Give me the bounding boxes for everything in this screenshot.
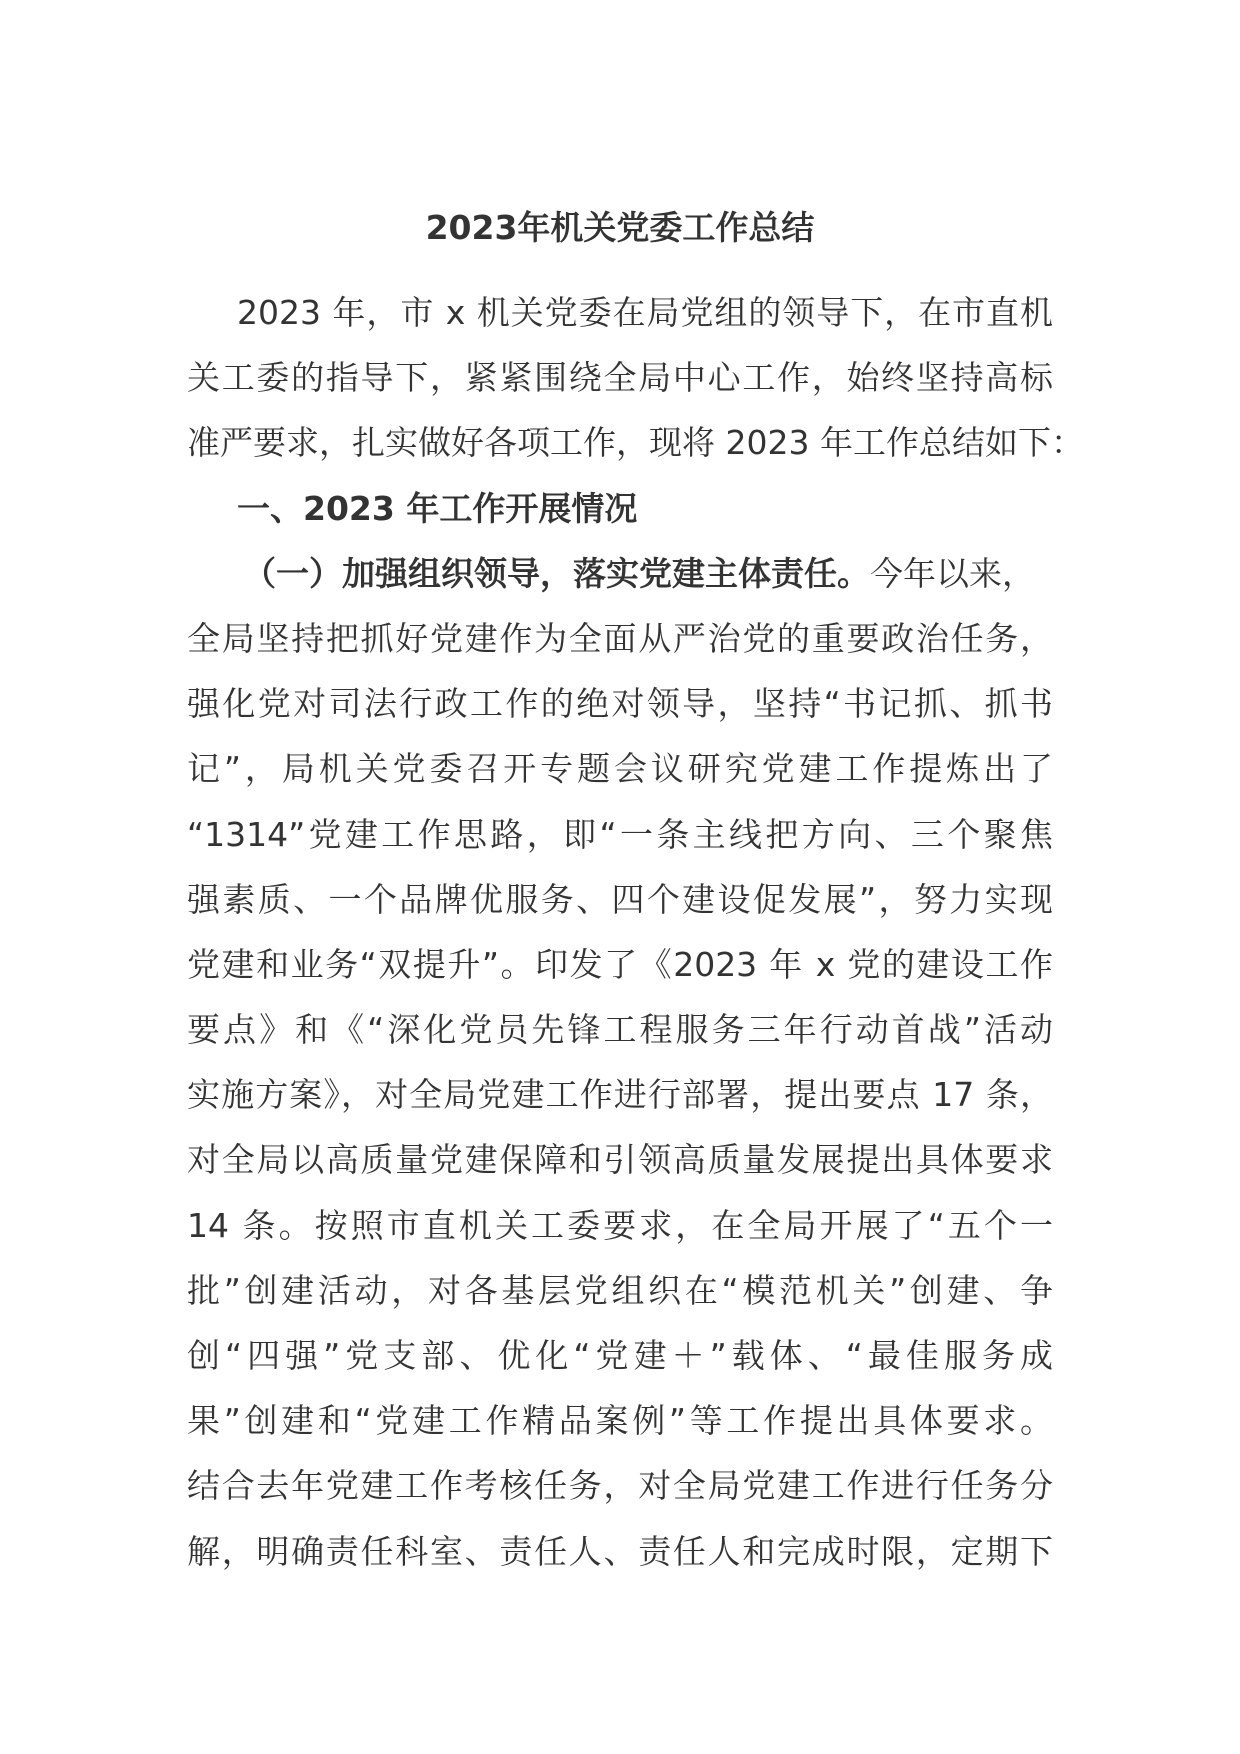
section-heading: 一、2023 年工作开展情况 xyxy=(237,488,638,528)
subsection-first-line xyxy=(187,541,1053,606)
paragraph-line: 全局坚持把抓好党建作为全面从严治党的重要政治任务， xyxy=(187,618,1053,658)
paragraph-line: 强化党对司法行政工作的绝对领导，坚持“书记抓、抓书 xyxy=(187,684,1053,724)
paragraph-line: 14 条。按照市直机关工委要求，在全局开展了“五个一 xyxy=(187,1205,1053,1245)
intro-line: 准严要求，扎实做好各项工作，现将 2023 年工作总结如下： xyxy=(187,423,1084,463)
paragraph-line: 果”创建和“党建工作精品案例”等工作提出具体要求。 xyxy=(187,1401,1053,1441)
paragraph-line: 强素质、一个品牌优服务、四个建设促发展”，努力实现 xyxy=(187,879,1053,919)
paragraph-line: 对全局以高质量党建保障和引领高质量发展提出具体要求 xyxy=(187,1140,1053,1180)
paragraph-line: “1314”党建工作思路，即“一条主线把方向、三个聚焦 xyxy=(187,814,1053,854)
paragraph-line: 党建和业务“双提升”。印发了《2023 年 x 党的建设工作 xyxy=(187,944,1053,984)
paragraph-line: 要点》和《“深化党员先锋工程服务三年行动首战”活动 xyxy=(187,1010,1053,1050)
paragraph-line: 创“四强”党支部、优化“党建＋”载体、“最佳服务成 xyxy=(187,1336,1053,1375)
subsection-first-tail: 今年以来， xyxy=(870,553,1035,593)
intro-line: 关工委的指导下，紧紧围绕全局中心工作，始终坚持高标 xyxy=(187,358,1053,398)
paragraph-line: 结合去年党建工作考核任务，对全局党建工作进行任务分 xyxy=(187,1466,1053,1506)
paragraph-line: 解，明确责任科室、责任人、责任人和完成时限，定期下 xyxy=(187,1531,1053,1571)
document-title: 2023年机关党委工作总结 xyxy=(425,208,815,247)
paragraph-line: 实施方案》，对全局党建工作进行部署，提出要点 17 条， xyxy=(187,1075,1053,1115)
paragraph-line: 记”，局机关党委召开专题会议研究党建工作提炼出了 xyxy=(187,749,1053,789)
intro-line: 2023 年，市 x 机关党委在局党组的领导下，在市直机 xyxy=(237,293,1053,332)
document-body xyxy=(187,280,1084,1584)
paragraph-line: 批”创建活动，对各基层党组织在“模范机关”创建、争 xyxy=(187,1270,1053,1310)
subsection-heading: （一）加强组织领导，落实党建主体责任。 xyxy=(243,553,870,593)
